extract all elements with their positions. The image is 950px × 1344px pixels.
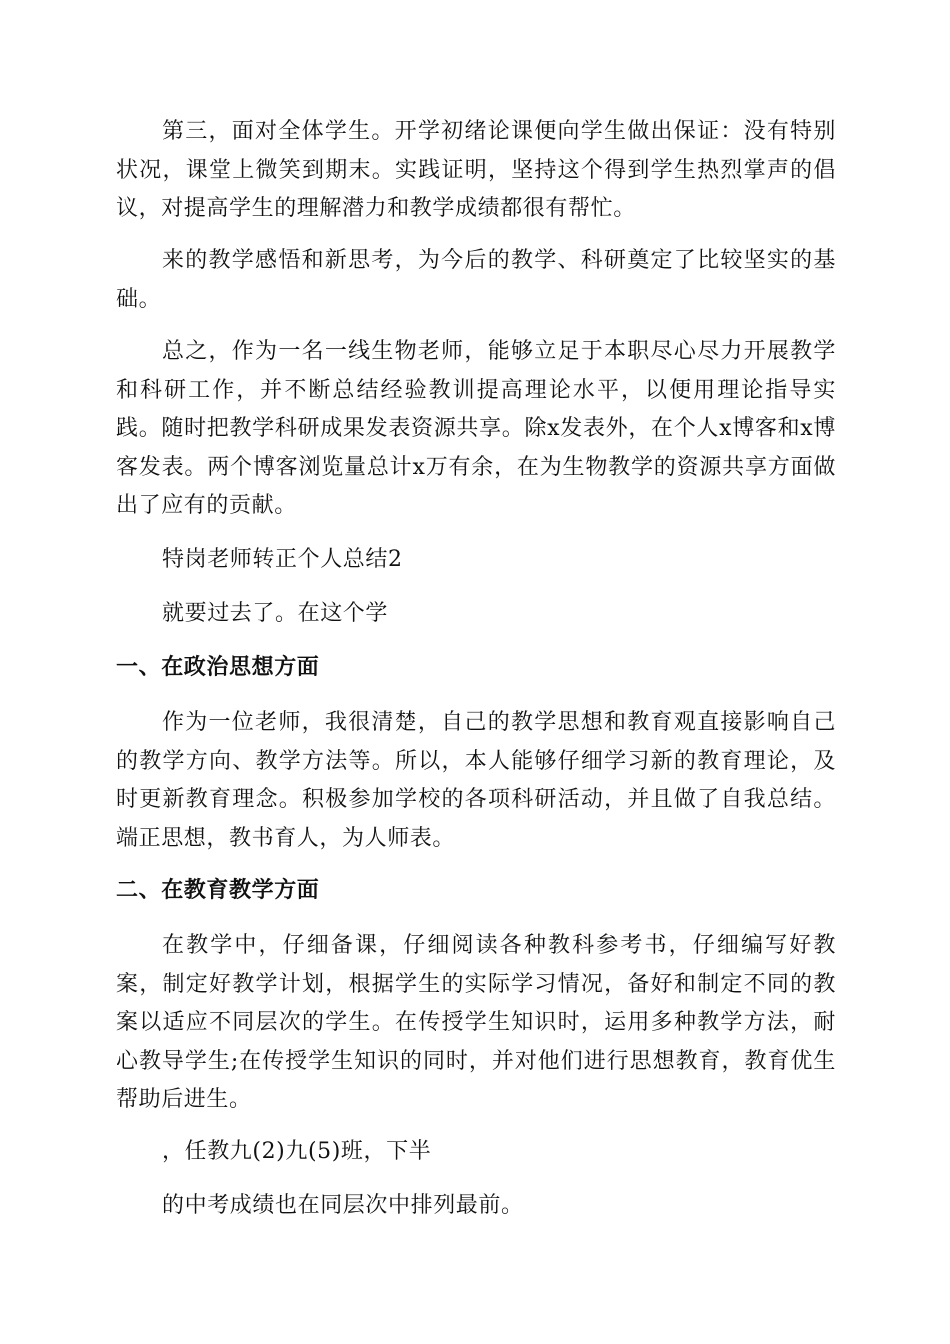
section-heading-political-thought: 一、在政治思想方面 <box>116 655 320 680</box>
section-heading-teaching: 二、在教育教学方面 <box>116 878 320 903</box>
paragraph-third-point: 第三，面对全体学生。开学初绪论课便向学生做出保证：没有特别状况，课堂上微笑到期末。实践证明，坚持这个得到学生热烈掌声的倡议，对提高学生的理解潜力和教学成绩都很有帮忙。 <box>116 119 836 221</box>
paragraph-semester-intro: 就要过去了。在这个学 <box>162 601 389 626</box>
paragraph-summary-title: 特岗老师转正个人总结2 <box>162 547 403 572</box>
paragraph-conclusion: 总之，作为一名一线生物老师，能够立足于本职尽心尽力开展教学和科研工作，并不断总结经验教训提高理论水平，以便用理论指导实践。随时把教学科研成果发表资源共享。除x发表外，在个人x博客和x博客发表。两个博客浏览量总计x万有余，在为生物教学的资源共享方面做出了应有的贡献。 <box>116 339 836 518</box>
paragraph-teaching-insight: 来的教学感悟和新思考，为今后的教学、科研奠定了比较坚实的基础。 <box>116 248 836 312</box>
paragraph-political-thought: 作为一位老师，我很清楚，自己的教学思想和教育观直接影响自己的教学方向、教学方法等。所以，本人能够仔细学习新的教育理论，及时更新教育理念。积极参加学校的各项科研活动，并且做了自我总结。端正思想，教书育人，为人师表。 <box>116 710 836 851</box>
paragraph-classes: ，任教九(2)九(5)班，下半 <box>162 1139 432 1164</box>
paragraph-exam-results: 的中考成绩也在同层次中排列最前。 <box>162 1193 524 1218</box>
paragraph-teaching: 在教学中，仔细备课，仔细阅读各种教科参考书，仔细编写好教案，制定好教学计划，根据学生的实际学习情况，备好和制定不同的教案以适应不同层次的学生。在传授学生知识时，运用多种教学方法，耐心教导学生;在传授学生知识的同时，并对他们进行思想教育，教育优生帮助后进生。 <box>116 933 836 1112</box>
